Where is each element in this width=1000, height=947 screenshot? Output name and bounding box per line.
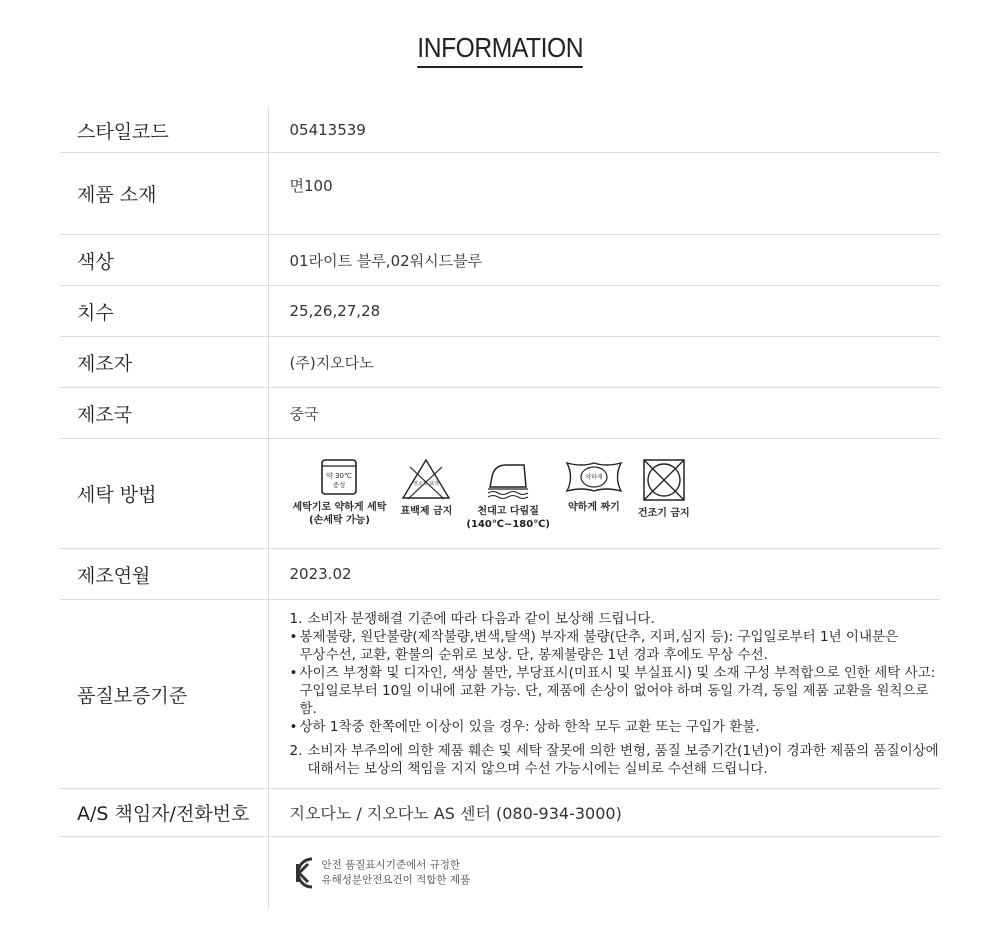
label-maker: 제조자 (60, 337, 268, 388)
care-wring (564, 457, 624, 514)
quality-bullet-2-line1: 사이즈 부정확 및 디자인, 색상 불만, 부당표시(미표시 및 부실표시) 및 소재 구성 부적합으로 인한 세탁 사고: (299, 665, 936, 681)
label-material: 제품 소재 (60, 153, 268, 235)
label-manufactured: 제조연월 (60, 549, 268, 600)
quality-item-2-num: 2. (289, 743, 303, 759)
caption-no-dryer-line1: 건조기 금지 (637, 507, 690, 519)
label-size: 치수 (60, 286, 268, 337)
care-icons (293, 457, 940, 531)
care-wash (293, 457, 387, 527)
row-kc (60, 837, 940, 910)
quality-item-2-line2: 대해서는 보상의 책임을 지지 않으며 수선 가능시에는 실비로 수선해 드립니다. (307, 761, 768, 777)
quality-bullet-3-line1: 상하 1착중 한쪽에만 이상이 있을 경우: 상하 한착 모두 교환 또는 구입가 환불. (299, 719, 760, 735)
row-quality (60, 600, 940, 789)
label-kc-empty (60, 837, 268, 910)
value-size: 25,26,27,28 (268, 286, 940, 337)
care-iron (466, 457, 550, 531)
bleach-inner-text: 염소계 표백 (413, 480, 440, 487)
row-country (60, 388, 940, 439)
row-washing (60, 439, 940, 549)
value-country: 중국 (268, 388, 940, 439)
label-style-code: 스타일코드 (60, 108, 268, 153)
caption-wring (568, 501, 620, 514)
care-no-dryer (638, 457, 690, 520)
quality-bullet-1-line2: 무상수선, 교환, 환불의 순위로 보상. 단, 봉제불량은 1년 경과 후에도 무상 수선. (299, 647, 768, 663)
wash-temp-text: 약 30℃ (326, 471, 353, 480)
caption-wash (293, 501, 387, 527)
info-table (60, 108, 940, 909)
caption-no-bleach-line1: 표백제 금지 (400, 505, 453, 517)
quality-bullet-2 (290, 664, 940, 718)
label-washing: 세탁 방법 (60, 439, 268, 549)
row-color (60, 235, 940, 286)
caption-no-bleach (401, 505, 453, 518)
value-manufactured: 2023.02 (268, 549, 940, 600)
caption-iron (466, 505, 550, 531)
row-maker (60, 337, 940, 388)
quality-bullet-3 (290, 718, 940, 736)
caption-no-dryer (638, 507, 690, 520)
row-size (60, 286, 940, 337)
caption-wring-line1: 약하게 짜기 (568, 501, 620, 513)
quality-item-1-text: 소비자 분쟁해결 기준에 따라 다음과 같이 보상해 드립니다. (307, 611, 655, 627)
value-washing (268, 439, 940, 549)
value-quality (268, 600, 940, 789)
caption-iron-line1: 천대고 다림질 (477, 505, 539, 517)
row-manufactured (60, 549, 940, 600)
quality-item-2 (290, 742, 940, 778)
no-bleach-icon (400, 457, 452, 501)
quality-item-1 (290, 610, 940, 628)
value-as: 지오다노 / 지오다노 AS 센터 (080-934-3000) (268, 789, 940, 837)
caption-iron-line2: (140℃~180℃) (466, 518, 550, 530)
row-material (60, 153, 940, 235)
quality-item-2-line1: 소비자 부주의에 의한 제품 훼손 및 세탁 잘못에 의한 변형, 품질 보증기간(1년)이 경과한 제품의 품질이상에 (307, 743, 939, 759)
page-title: INFORMATION (417, 30, 583, 68)
value-material: 면100 (268, 153, 940, 235)
wash-tub-icon (319, 457, 359, 497)
label-country: 제조국 (60, 388, 268, 439)
value-kc (268, 837, 940, 910)
row-as (60, 789, 940, 837)
bullet-mark: • (289, 629, 298, 645)
kc-text (322, 858, 471, 888)
row-style-code (60, 108, 940, 153)
label-as: A/S 책임자/전화번호 (60, 789, 268, 837)
iron-cloth-icon (484, 457, 532, 501)
value-style-code: 05413539 (268, 108, 940, 153)
kc-logo-icon (290, 855, 316, 891)
care-no-bleach (400, 457, 452, 518)
quality-text (290, 610, 940, 778)
caption-wash-line1: 세탁기로 약하게 세탁 (292, 501, 387, 513)
bullet-mark: • (289, 719, 298, 735)
bullet-mark: • (289, 665, 298, 681)
wash-neutral-text: 중성 (333, 480, 346, 489)
label-color: 색상 (60, 235, 268, 286)
kc-text-line1: 안전 품질표시기준에서 규정한 (321, 859, 461, 871)
quality-bullet-2-line2: 구입일로부터 10일 이내에 교환 가능. 단, 제품에 손상이 없어야 하며 동일 가격, 동일 제품 교환을 원칙으로 함. (299, 683, 929, 717)
value-maker: (주)지오다노 (268, 337, 940, 388)
caption-wash-line2: (손세탁 가능) (308, 514, 370, 526)
kc-text-line2: 유해성분안전요건이 적합한 제품 (321, 874, 471, 886)
label-quality: 품질보증기준 (60, 600, 268, 789)
quality-bullet-1-line1: 봉제불량, 원단불량(제작불량,변색,탈색) 부자재 불량(단추, 지퍼,심지 등): 구입일로부터 1년 이내분은 (299, 629, 899, 645)
quality-bullet-1 (290, 628, 940, 664)
value-color: 01라이트 블루,02워시드블루 (268, 235, 940, 286)
wring-inner-text: 약하게 (585, 473, 603, 481)
no-tumble-dry-icon (641, 457, 687, 503)
quality-item-1-num: 1. (289, 611, 303, 627)
information-title-wrap (0, 30, 1000, 68)
gentle-wring-icon (564, 457, 624, 497)
kc-mark (290, 855, 940, 891)
